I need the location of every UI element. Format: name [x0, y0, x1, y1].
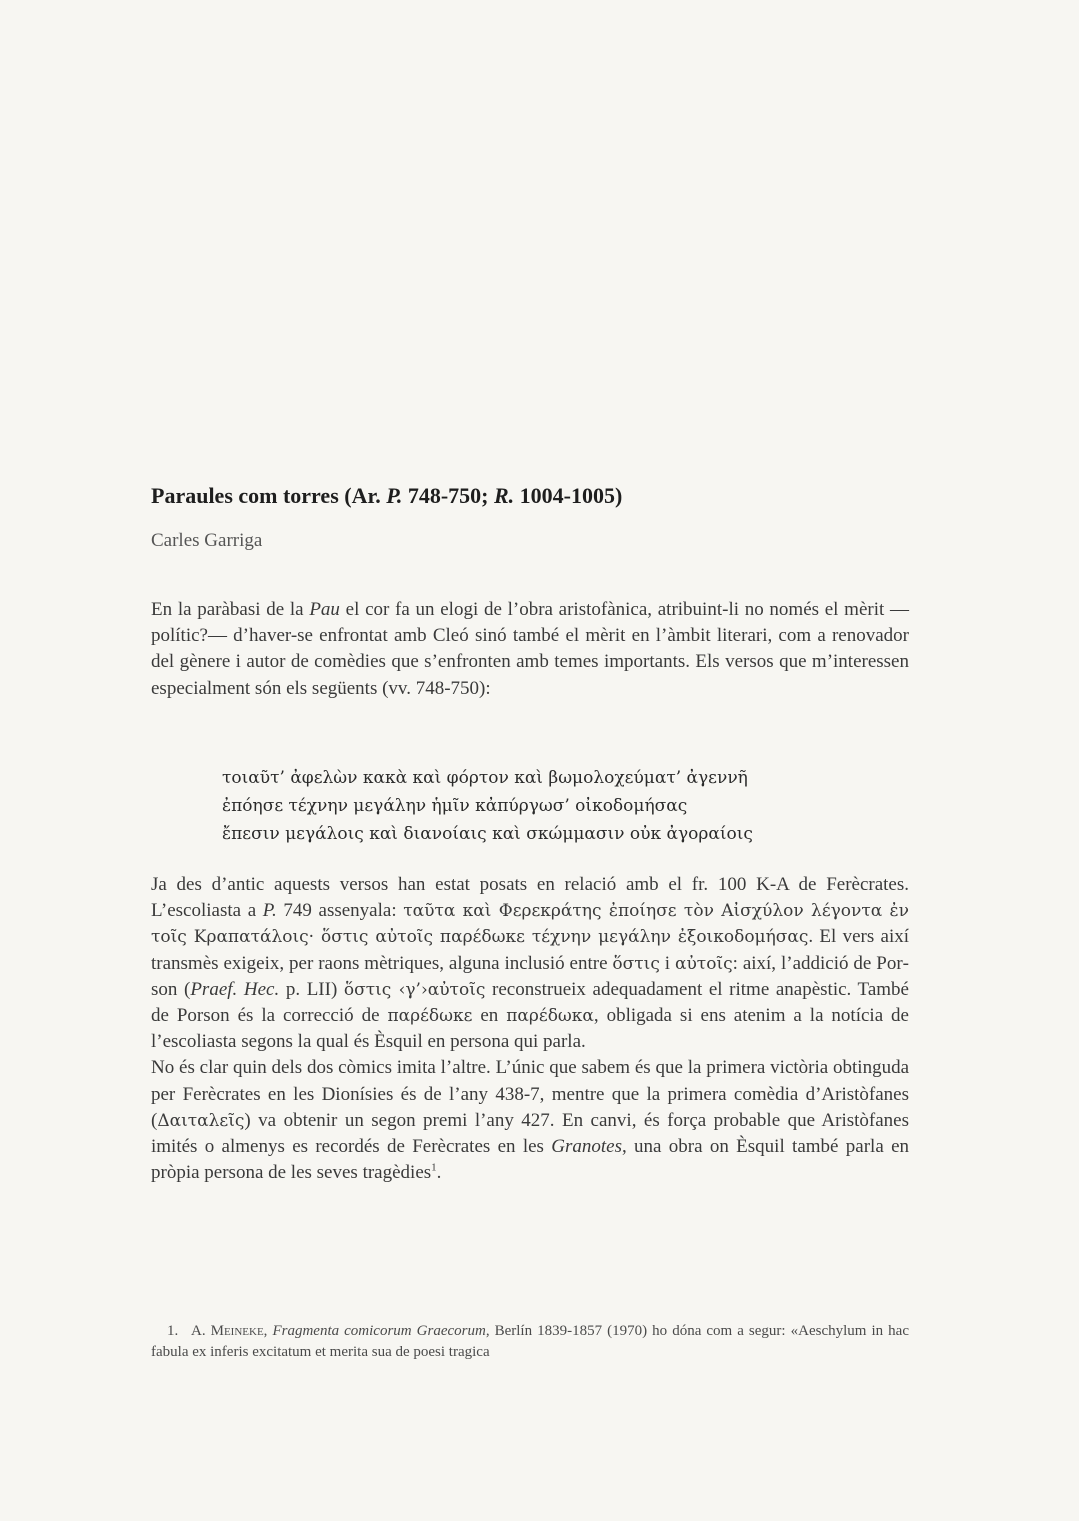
text-run: en — [472, 1005, 507, 1027]
text-run: . — [436, 1162, 442, 1184]
greek-word: ὅστις ‹γ’›αὐτοῖς — [343, 979, 486, 1000]
text-run: ) va obtenir un segon premi l’any 427. En canvi, és força probable que Aristòfanes imités o almenys es recordés de Ferècrates en les — [151, 1109, 909, 1158]
title-peace-abbr: P. — [386, 482, 403, 508]
text-run: i — [659, 952, 675, 974]
greek-word: ὅστις — [612, 953, 660, 974]
greek-word: Δαιταλεῖς — [157, 1110, 245, 1131]
text-run: p. LII) — [279, 978, 344, 1000]
verse-line: ἔπεσιν μεγάλοις καὶ διανοίαις καὶ σκώμμασιν οὐκ ἀγοραίοις — [222, 824, 753, 844]
title-text: 748-750; — [402, 482, 494, 508]
verse-line: τοιαῦτ’ ἀφελὼν κακὰ καὶ φόρτον καὶ βωμολοχεύματ’ ἀγεννῆ — [222, 768, 748, 788]
footnote-author: Meineke — [210, 1323, 264, 1339]
greek-word: παρέδωκε — [387, 1006, 473, 1027]
greek-word: αὐτοῖς — [674, 953, 733, 974]
article-title — [151, 483, 622, 509]
body-paragraph — [151, 1055, 909, 1186]
body-paragraph — [151, 872, 909, 1055]
italic-title-granotes: Granotes — [551, 1136, 622, 1158]
author-name: Carles Garriga — [151, 530, 263, 551]
italic-title-pau: Pau — [309, 599, 340, 620]
text-run: Ja des d’antic aquests versos han estat posats en relació amb el fr. 100 K-A de Ferècrates. L’escoliasta a — [151, 874, 909, 922]
intro-paragraph — [151, 597, 909, 702]
text-run: el cor fa un elogi de l’obra aristofànica, atribuint-li no només el mèrit —polític?— d’haver-se enfrontat amb Cleó sinó també el mèrit en l’àmbit literari, com a renovador del gènere i autor de comèdies que s’enfronten amb temes importants. Els versos que m’interessen especialment són els següents (vv. 748-750): — [151, 599, 909, 699]
body-text — [151, 872, 909, 1186]
greek-citation: ταῦτα καὶ Φερεκράτης ἐποίησε τὸν Αἰσχύλον λέγοντα ἐν τοῖς Κραπατάλοις· ὅστις αὐτοῖς παρέδωκε τέχνην μεγάλην ἐξοικοδομήσας — [151, 901, 910, 948]
verse-line: ἐπόησε τέχνην μεγάλην ἡμῖν κἀπύργωσ’ οἰκοδομήσας — [222, 796, 688, 816]
footnote-work-title: Fragmenta comicorum Graecorum — [272, 1323, 486, 1339]
text-run: : així, l’addició de Porson ( — [151, 952, 909, 1000]
text-run: 749 assenyala: — [276, 900, 404, 922]
title-text: Paraules com torres (Ar. — [151, 482, 387, 508]
text-run: , — [263, 1323, 273, 1339]
greek-word: παρέδωκα — [506, 1006, 594, 1027]
greek-verse-quote — [222, 764, 753, 848]
title-text: 1004-1005) — [514, 482, 623, 508]
footnote-number: 1. — [167, 1323, 179, 1339]
text-run: En la paràbasi de la — [151, 599, 310, 620]
text-run: reconstrueix adequadament el ritme anapèstic. També de Porson és la correcció de — [151, 978, 909, 1027]
title-frogs-abbr: R. — [493, 482, 515, 508]
text-run: , Berlín 1839-1857 (1970) ho dóna com a segur: «Aeschylum in hac fabula ex inferis excitatum et merita sua de poesi tragica — [151, 1323, 909, 1360]
italic-ref: Praef. Hec. — [190, 978, 280, 1000]
text-run: , obligada si ens atenim a la notícia de l’escoliasta segons la qual és Èsquil en persona qui parla. — [151, 1005, 909, 1053]
footnote-ref[interactable]: 1 — [431, 1161, 437, 1174]
text-run: A. — [191, 1323, 211, 1339]
text-run: , una obra on Èsquil també parla en pròpia persona de les seves tragèdies — [151, 1136, 909, 1184]
text-run: . El vers així transmès exigeix, per raons mètriques, alguna inclusió entre — [151, 926, 910, 974]
text-run: No és clar quin dels dos còmics imita l’altre. L’únic que sabem és que la primera victòria obtinguda per Ferècrates en les Dionísies és de l’any 438-7, mentre que la primera comèdia d’Aristòfanes ( — [151, 1057, 909, 1131]
italic-ref: P. — [262, 900, 277, 922]
footnote — [151, 1321, 909, 1363]
